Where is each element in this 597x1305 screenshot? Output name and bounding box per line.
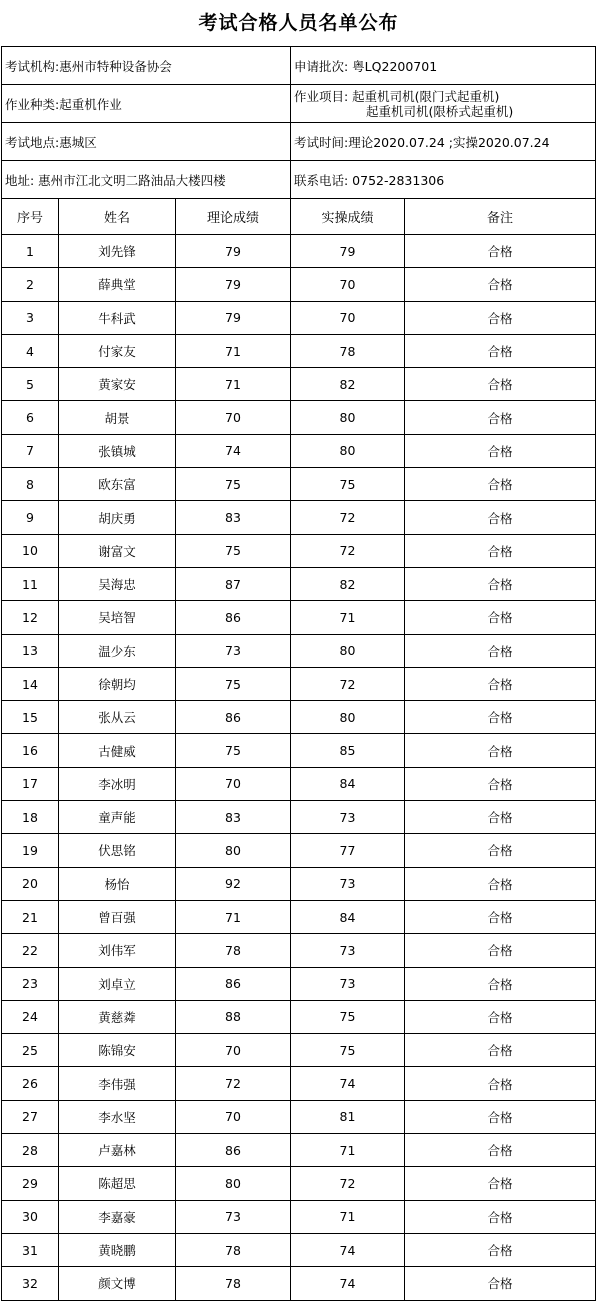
table-row	[2, 1000, 596, 1033]
cell-no: 6	[2, 401, 59, 434]
cell-note: 合格	[405, 334, 596, 367]
cell-practice: 84	[291, 767, 405, 800]
cell-practice: 72	[291, 501, 405, 534]
cell-no: 2	[2, 268, 59, 301]
cell-note: 合格	[405, 1134, 596, 1167]
cell-theory: 71	[176, 334, 291, 367]
cell-name: 徐朝均	[59, 667, 176, 700]
info-row-org	[2, 47, 596, 85]
cell-name: 曾百强	[59, 900, 176, 933]
cell-practice: 78	[291, 334, 405, 367]
cell-note: 合格	[405, 634, 596, 667]
table-row	[2, 734, 596, 767]
table-row	[2, 235, 596, 268]
table-row	[2, 1167, 596, 1200]
cell-practice: 80	[291, 434, 405, 467]
cell-practice: 71	[291, 1200, 405, 1233]
cell-practice: 70	[291, 301, 405, 334]
cell-name: 黄晓鹏	[59, 1233, 176, 1266]
info-row-category	[2, 85, 596, 123]
cell-note: 合格	[405, 1167, 596, 1200]
cell-no: 10	[2, 534, 59, 567]
cell-no: 20	[2, 867, 59, 900]
cell-theory: 80	[176, 834, 291, 867]
cell-theory: 79	[176, 301, 291, 334]
cell-theory: 88	[176, 1000, 291, 1033]
cell-practice: 72	[291, 534, 405, 567]
column-header-no: 序号	[2, 199, 59, 235]
cell-practice: 71	[291, 601, 405, 634]
cell-theory: 83	[176, 501, 291, 534]
cell-practice: 84	[291, 900, 405, 933]
cell-note: 合格	[405, 967, 596, 1000]
cell-name: 刘先锋	[59, 235, 176, 268]
cell-name: 胡庆勇	[59, 501, 176, 534]
cell-practice: 82	[291, 567, 405, 600]
cell-note: 合格	[405, 801, 596, 834]
table-header-row	[2, 199, 596, 235]
cell-note: 合格	[405, 468, 596, 501]
table-row	[2, 967, 596, 1000]
cell-practice: 75	[291, 1034, 405, 1067]
cell-note: 合格	[405, 235, 596, 268]
cell-theory: 70	[176, 1034, 291, 1067]
cell-theory: 86	[176, 1134, 291, 1167]
column-header-theory: 理论成绩	[176, 199, 291, 235]
cell-theory: 92	[176, 867, 291, 900]
cell-name: 张镇城	[59, 434, 176, 467]
cell-note: 合格	[405, 701, 596, 734]
cell-note: 合格	[405, 734, 596, 767]
results-table	[1, 46, 596, 1301]
info-row-location	[2, 123, 596, 161]
cell-name: 卢嘉林	[59, 1134, 176, 1167]
cell-name: 伏思铭	[59, 834, 176, 867]
cell-name: 欧东富	[59, 468, 176, 501]
cell-name: 陈锦安	[59, 1034, 176, 1067]
cell-note: 合格	[405, 900, 596, 933]
table-row	[2, 268, 596, 301]
work-project-line1: 作业项目: 起重机司机(限门式起重机)	[294, 88, 500, 104]
table-row	[2, 1067, 596, 1100]
cell-name: 刘卓立	[59, 967, 176, 1000]
info-row-address	[2, 161, 596, 199]
cell-theory: 75	[176, 667, 291, 700]
cell-theory: 75	[176, 734, 291, 767]
cell-note: 合格	[405, 434, 596, 467]
table-row	[2, 934, 596, 967]
cell-practice: 75	[291, 1000, 405, 1033]
cell-practice: 71	[291, 1134, 405, 1167]
cell-no: 25	[2, 1034, 59, 1067]
cell-theory: 72	[176, 1067, 291, 1100]
cell-name: 牛科武	[59, 301, 176, 334]
table-row	[2, 801, 596, 834]
cell-practice: 73	[291, 934, 405, 967]
cell-no: 19	[2, 834, 59, 867]
column-header-name: 姓名	[59, 199, 176, 235]
cell-practice: 85	[291, 734, 405, 767]
cell-theory: 86	[176, 601, 291, 634]
table-row	[2, 501, 596, 534]
cell-practice: 74	[291, 1233, 405, 1266]
table-row	[2, 301, 596, 334]
cell-theory: 86	[176, 701, 291, 734]
application-batch: 申请批次: 粤LQ2200701	[291, 47, 596, 85]
cell-note: 合格	[405, 1233, 596, 1266]
cell-no: 28	[2, 1134, 59, 1167]
contact-phone: 联系电话: 0752-2831306	[291, 161, 596, 199]
cell-theory: 86	[176, 967, 291, 1000]
cell-name: 吴培智	[59, 601, 176, 634]
table-row	[2, 1233, 596, 1266]
cell-theory: 75	[176, 468, 291, 501]
cell-practice: 72	[291, 1167, 405, 1200]
table-row	[2, 900, 596, 933]
table-row	[2, 1100, 596, 1133]
cell-no: 31	[2, 1233, 59, 1266]
cell-name: 温少东	[59, 634, 176, 667]
cell-theory: 87	[176, 567, 291, 600]
cell-no: 18	[2, 801, 59, 834]
cell-note: 合格	[405, 601, 596, 634]
cell-name: 童声能	[59, 801, 176, 834]
cell-practice: 75	[291, 468, 405, 501]
cell-practice: 73	[291, 801, 405, 834]
cell-theory: 78	[176, 1267, 291, 1300]
table-row	[2, 567, 596, 600]
cell-name: 刘伟军	[59, 934, 176, 967]
table-row	[2, 634, 596, 667]
cell-note: 合格	[405, 934, 596, 967]
cell-practice: 70	[291, 268, 405, 301]
cell-no: 11	[2, 567, 59, 600]
cell-note: 合格	[405, 1100, 596, 1133]
cell-name: 颜文博	[59, 1267, 176, 1300]
cell-practice: 79	[291, 235, 405, 268]
column-header-note: 备注	[405, 199, 596, 235]
cell-note: 合格	[405, 1267, 596, 1300]
cell-theory: 80	[176, 1167, 291, 1200]
cell-no: 14	[2, 667, 59, 700]
cell-practice: 77	[291, 834, 405, 867]
work-category: 作业种类:起重机作业	[2, 85, 291, 123]
cell-no: 4	[2, 334, 59, 367]
cell-no: 8	[2, 468, 59, 501]
cell-no: 13	[2, 634, 59, 667]
table-row	[2, 1134, 596, 1167]
cell-practice: 81	[291, 1100, 405, 1133]
table-row	[2, 334, 596, 367]
cell-name: 杨怡	[59, 867, 176, 900]
cell-theory: 73	[176, 634, 291, 667]
cell-no: 3	[2, 301, 59, 334]
cell-practice: 80	[291, 701, 405, 734]
exam-org: 考试机构:惠州市特种设备协会	[2, 47, 291, 85]
cell-practice: 82	[291, 368, 405, 401]
cell-practice: 80	[291, 401, 405, 434]
table-row	[2, 767, 596, 800]
cell-theory: 83	[176, 801, 291, 834]
cell-theory: 70	[176, 1100, 291, 1133]
cell-practice: 74	[291, 1267, 405, 1300]
cell-name: 薛典堂	[59, 268, 176, 301]
column-header-practice: 实操成绩	[291, 199, 405, 235]
cell-name: 陈超思	[59, 1167, 176, 1200]
table-row	[2, 534, 596, 567]
cell-no: 1	[2, 235, 59, 268]
cell-name: 黄慈粦	[59, 1000, 176, 1033]
address: 地址: 惠州市江北文明二路油品大楼四楼	[2, 161, 291, 199]
table-row	[2, 667, 596, 700]
cell-no: 5	[2, 368, 59, 401]
exam-location: 考试地点:惠城区	[2, 123, 291, 161]
cell-name: 吴海忠	[59, 567, 176, 600]
cell-no: 9	[2, 501, 59, 534]
table-row	[2, 1267, 596, 1300]
cell-practice: 74	[291, 1067, 405, 1100]
cell-no: 24	[2, 1000, 59, 1033]
table-row	[2, 701, 596, 734]
table-row	[2, 434, 596, 467]
cell-theory: 70	[176, 767, 291, 800]
cell-note: 合格	[405, 867, 596, 900]
cell-practice: 73	[291, 867, 405, 900]
cell-note: 合格	[405, 667, 596, 700]
cell-name: 付家友	[59, 334, 176, 367]
cell-note: 合格	[405, 567, 596, 600]
cell-note: 合格	[405, 1200, 596, 1233]
table-row	[2, 867, 596, 900]
cell-name: 古健威	[59, 734, 176, 767]
page-title: 考试合格人员名单公布	[198, 12, 399, 34]
cell-theory: 71	[176, 368, 291, 401]
cell-theory: 74	[176, 434, 291, 467]
cell-note: 合格	[405, 301, 596, 334]
cell-theory: 73	[176, 1200, 291, 1233]
cell-note: 合格	[405, 767, 596, 800]
cell-no: 32	[2, 1267, 59, 1300]
table-row	[2, 401, 596, 434]
cell-no: 29	[2, 1167, 59, 1200]
cell-practice: 72	[291, 667, 405, 700]
cell-name: 胡景	[59, 401, 176, 434]
cell-no: 22	[2, 934, 59, 967]
cell-note: 合格	[405, 834, 596, 867]
cell-theory: 78	[176, 934, 291, 967]
cell-note: 合格	[405, 268, 596, 301]
cell-no: 27	[2, 1100, 59, 1133]
cell-name: 李水坚	[59, 1100, 176, 1133]
cell-no: 17	[2, 767, 59, 800]
cell-name: 李伟强	[59, 1067, 176, 1100]
cell-note: 合格	[405, 1067, 596, 1100]
table-row	[2, 368, 596, 401]
cell-name: 谢富文	[59, 534, 176, 567]
cell-theory: 78	[176, 1233, 291, 1266]
table-row	[2, 834, 596, 867]
table-row	[2, 601, 596, 634]
cell-name: 张从云	[59, 701, 176, 734]
work-project-line2: 起重机司机(限桥式起重机)	[366, 103, 514, 119]
cell-name: 李嘉豪	[59, 1200, 176, 1233]
cell-name: 黄家安	[59, 368, 176, 401]
cell-note: 合格	[405, 368, 596, 401]
cell-theory: 79	[176, 235, 291, 268]
work-project	[291, 85, 596, 123]
cell-name: 李冰明	[59, 767, 176, 800]
cell-practice: 73	[291, 967, 405, 1000]
cell-no: 15	[2, 701, 59, 734]
table-row	[2, 1200, 596, 1233]
cell-no: 12	[2, 601, 59, 634]
cell-note: 合格	[405, 1034, 596, 1067]
cell-no: 23	[2, 967, 59, 1000]
cell-note: 合格	[405, 401, 596, 434]
cell-no: 26	[2, 1067, 59, 1100]
cell-theory: 71	[176, 900, 291, 933]
cell-no: 7	[2, 434, 59, 467]
table-row	[2, 468, 596, 501]
cell-no: 30	[2, 1200, 59, 1233]
exam-time: 考试时间:理论2020.07.24 ;实操2020.07.24	[291, 123, 596, 161]
cell-no: 16	[2, 734, 59, 767]
cell-theory: 70	[176, 401, 291, 434]
cell-note: 合格	[405, 534, 596, 567]
cell-theory: 79	[176, 268, 291, 301]
cell-no: 21	[2, 900, 59, 933]
cell-theory: 75	[176, 534, 291, 567]
table-row	[2, 1034, 596, 1067]
cell-practice: 80	[291, 634, 405, 667]
cell-note: 合格	[405, 1000, 596, 1033]
cell-note: 合格	[405, 501, 596, 534]
